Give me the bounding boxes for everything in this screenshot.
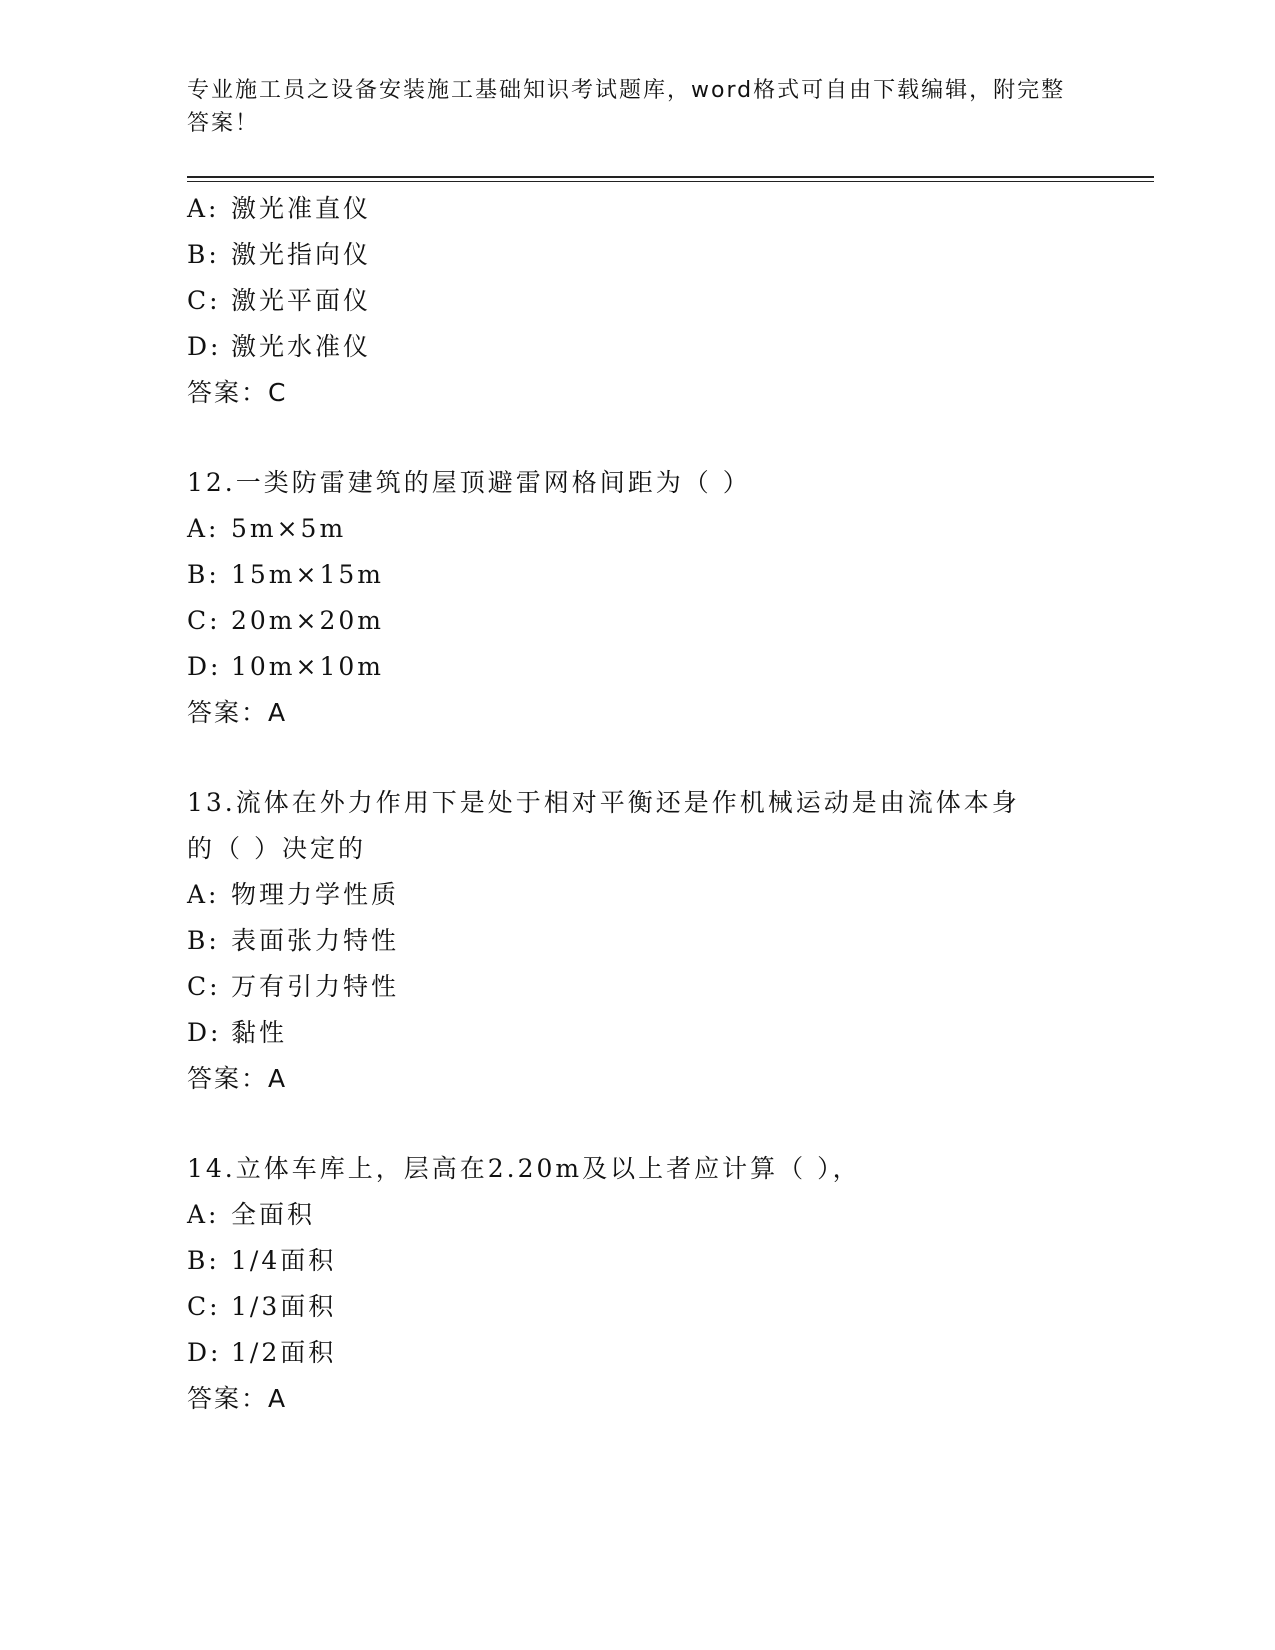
option-letter: D: [187, 332, 222, 361]
option-letter: C: [187, 1292, 221, 1321]
option-text: 全面积 [231, 1200, 316, 1229]
option-a [187, 872, 1087, 918]
question-stem: 12.一类防雷建筑的屋顶避雷网格间距为（ ） [187, 468, 751, 497]
option-d [187, 1330, 1087, 1376]
document-header: 专业施工员之设备安装施工基础知识考试题库，word格式可自由下载编辑，附完整答案！ [187, 78, 1066, 136]
option-text: 15m×15m [231, 560, 384, 589]
question-stem: 14.立体车库上，层高在2.20m及以上者应计算（ ）， [187, 1154, 861, 1183]
option-text: 激光指向仪 [231, 240, 372, 269]
option-text: 万有引力特性 [231, 972, 400, 1001]
question-list [187, 186, 1087, 1422]
option-text: 5m×5m [231, 514, 347, 543]
option-letter: D: [187, 652, 222, 681]
answer-line: 答案：A [187, 698, 288, 727]
option-text: 1/4面积 [231, 1246, 337, 1275]
header-rule-thin [187, 181, 1154, 182]
option-text: 1/2面积 [231, 1338, 337, 1367]
answer-line: 答案：A [187, 1064, 288, 1093]
option-text: 黏性 [231, 1018, 288, 1047]
option-text: 激光水准仪 [231, 332, 372, 361]
option-d [187, 644, 1087, 690]
option-text: 激光准直仪 [231, 194, 372, 223]
option-b [187, 552, 1087, 598]
header-rule-thick [187, 176, 1154, 178]
option-c [187, 1284, 1087, 1330]
question-11 [187, 186, 1087, 416]
option-letter: A: [187, 880, 220, 909]
option-text: 1/3面积 [231, 1292, 337, 1321]
option-c [187, 964, 1087, 1010]
option-a [187, 1192, 1087, 1238]
option-a [187, 186, 1087, 232]
option-letter: A: [187, 514, 220, 543]
answer-line: 答案：C [187, 378, 288, 407]
option-c [187, 278, 1087, 324]
option-d [187, 324, 1087, 370]
answer-line: 答案：A [187, 1384, 288, 1413]
option-letter: A: [187, 194, 220, 223]
option-letter: D: [187, 1338, 222, 1367]
option-letter: B: [187, 1246, 220, 1275]
option-text: 表面张力特性 [231, 926, 400, 955]
option-letter: A: [187, 1200, 220, 1229]
option-letter: D: [187, 1018, 222, 1047]
option-text: 激光平面仪 [231, 286, 372, 315]
question-stem: 13.流体在外力作用下是处于相对平衡还是作机械运动是由流体本身的（ ）决定的 [187, 788, 1020, 863]
option-letter: B: [187, 926, 220, 955]
question-13 [187, 780, 1087, 1102]
option-letter: B: [187, 560, 220, 589]
option-b [187, 918, 1087, 964]
question-12 [187, 460, 1087, 736]
option-b [187, 232, 1087, 278]
option-letter: C: [187, 972, 221, 1001]
question-14 [187, 1146, 1087, 1422]
option-letter: B: [187, 240, 220, 269]
option-text: 20m×20m [231, 606, 384, 635]
option-b [187, 1238, 1087, 1284]
option-letter: C: [187, 286, 221, 315]
option-text: 10m×10m [231, 652, 384, 681]
option-c [187, 598, 1087, 644]
option-d [187, 1010, 1087, 1056]
option-a [187, 506, 1087, 552]
option-text: 物理力学性质 [231, 880, 400, 909]
option-letter: C: [187, 606, 221, 635]
